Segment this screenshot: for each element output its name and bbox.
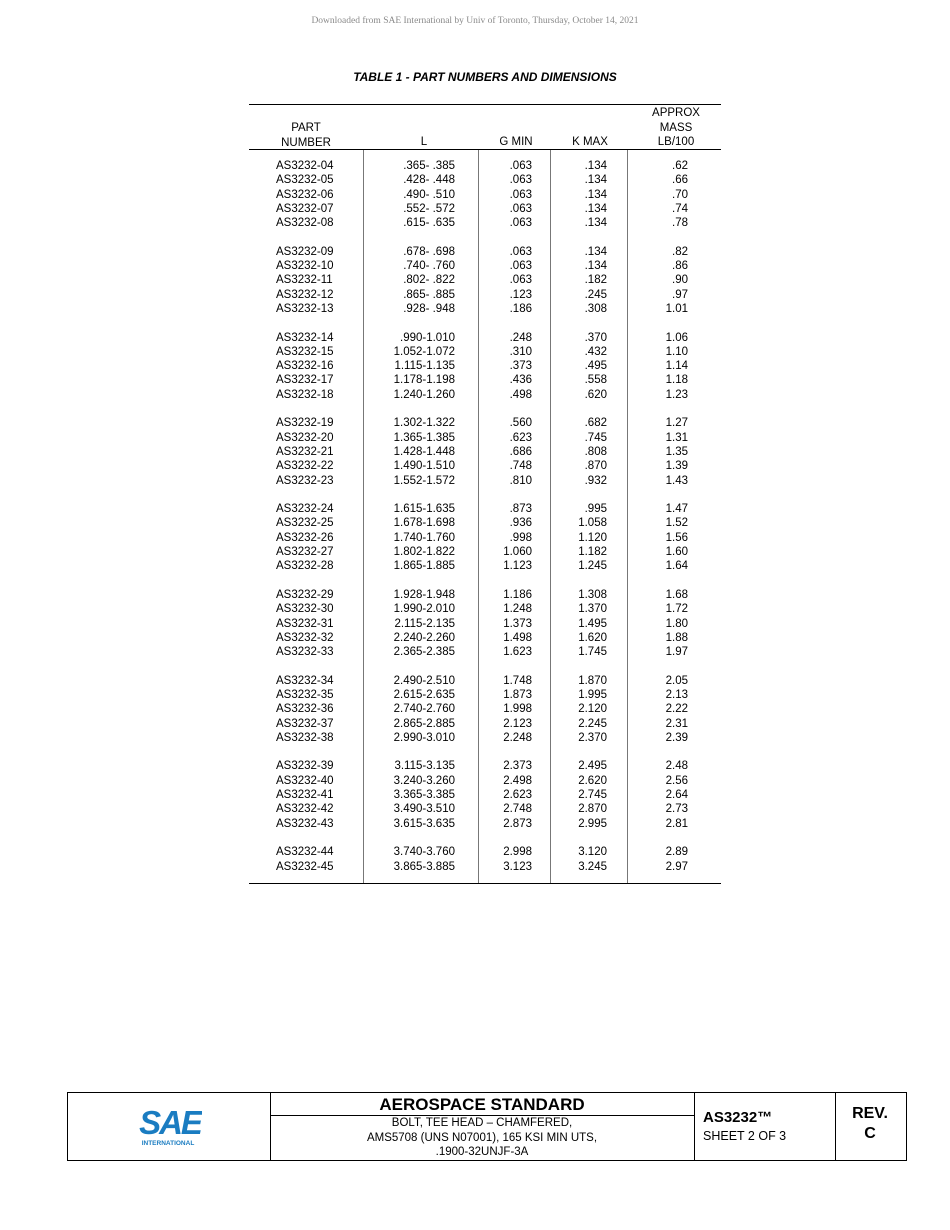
table-row [249, 259, 721, 273]
mass-cell: .90 [672, 274, 688, 287]
k-max-cell: 2.245 [578, 717, 607, 730]
k-max-cell: .620 [584, 388, 607, 401]
mass-cell: 1.23 [665, 388, 688, 401]
mass-cell: 2.39 [665, 731, 688, 744]
mass-cell: 2.64 [665, 789, 688, 802]
part-number-cell: AS3232-38 [276, 731, 334, 744]
table-row [249, 845, 721, 859]
k-max-cell: 1.620 [578, 631, 607, 644]
k-max-cell: .495 [584, 360, 607, 373]
g-min-cell: 1.623 [503, 646, 532, 659]
description-line: AMS5708 (UNS N07001), 165 KSI MIN UTS, [366, 1131, 598, 1144]
k-max-cell: 3.120 [578, 846, 607, 859]
mass-cell: 1.35 [665, 445, 688, 458]
table-row [249, 345, 721, 359]
length-cell: 1.802-1.822 [393, 546, 455, 559]
table-row [249, 631, 721, 645]
k-max-cell: 1.370 [578, 603, 607, 616]
table-row [249, 388, 721, 402]
table-row [249, 302, 721, 316]
g-min-cell: .748 [509, 460, 532, 473]
header-g-min: G MIN [499, 136, 533, 148]
length-cell: .365- .385 [403, 160, 455, 172]
length-cell: .678- .698 [403, 245, 455, 258]
table-row [249, 788, 721, 802]
table-row [249, 545, 721, 559]
g-min-cell: .936 [509, 517, 532, 530]
mass-cell: 2.89 [665, 846, 688, 859]
part-number-cell: AS3232-09 [276, 245, 334, 258]
k-max-cell: .134 [584, 260, 607, 273]
k-max-cell: 1.870 [578, 674, 607, 687]
k-max-cell: 3.245 [578, 860, 607, 873]
k-max-cell: .682 [584, 417, 607, 430]
table-row [249, 688, 721, 702]
g-min-cell: 1.373 [503, 617, 532, 630]
mass-cell: 2.22 [665, 703, 688, 716]
mass-cell: 1.64 [665, 560, 688, 573]
g-min-cell: .063 [509, 160, 532, 172]
length-cell: 2.365-2.385 [393, 646, 455, 659]
table-row [249, 702, 721, 716]
length-cell: 3.115-3.135 [394, 760, 455, 773]
table-row [249, 802, 721, 816]
g-min-cell: .063 [509, 202, 532, 215]
mass-cell: 2.56 [665, 774, 688, 787]
standard-description [270, 1116, 694, 1160]
part-number-cell: AS3232-12 [276, 288, 334, 301]
mass-cell: 1.47 [665, 503, 688, 516]
k-max-cell: 1.745 [578, 646, 607, 659]
mass-cell: 2.31 [665, 717, 688, 730]
k-max-cell: 2.995 [578, 817, 607, 830]
part-number-cell: AS3232-43 [276, 817, 334, 830]
mass-cell: 1.52 [665, 517, 688, 530]
k-max-cell: .134 [584, 217, 607, 230]
table-row [249, 602, 721, 616]
length-cell: 1.115-1.135 [394, 360, 455, 373]
table-row [249, 159, 721, 173]
length-cell: .990-1.010 [400, 331, 455, 344]
k-max-cell: 1.245 [578, 560, 607, 573]
k-max-cell: .932 [584, 474, 607, 487]
part-numbers-table [249, 104, 721, 884]
length-cell: .615- .635 [403, 217, 455, 230]
part-number-cell: AS3232-04 [276, 160, 334, 172]
k-max-cell: .808 [584, 445, 607, 458]
table-row [249, 559, 721, 573]
title-block [67, 1092, 907, 1161]
length-cell: 1.240-1.260 [393, 388, 455, 401]
length-cell: 1.865-1.885 [393, 560, 455, 573]
table-row [249, 516, 721, 530]
mass-cell: 1.43 [665, 474, 688, 487]
length-cell: 1.678-1.698 [393, 517, 455, 530]
g-min-cell: 2.873 [503, 817, 532, 830]
length-cell: .740- .760 [403, 260, 455, 273]
group-spacer [249, 402, 721, 416]
table-row [249, 431, 721, 445]
group-spacer [249, 230, 721, 244]
header-rule [249, 149, 721, 150]
length-cell: 1.552-1.572 [393, 474, 455, 487]
g-min-cell: .436 [509, 374, 532, 387]
k-max-cell: .370 [584, 331, 607, 344]
table-row [249, 202, 721, 216]
length-cell: 1.052-1.072 [393, 345, 455, 358]
length-cell: .490- .510 [403, 188, 455, 201]
k-max-cell: .134 [584, 174, 607, 187]
table-row [249, 731, 721, 745]
table-row [249, 717, 721, 731]
group-spacer [249, 831, 721, 845]
g-min-cell: 1.748 [503, 674, 532, 687]
length-cell: .552- .572 [403, 202, 455, 215]
header-part-number: PART NUMBER [281, 122, 331, 149]
table-row [249, 359, 721, 373]
part-number-cell: AS3232-10 [276, 260, 334, 273]
length-cell: 2.240-2.260 [393, 631, 455, 644]
mass-cell: 1.10 [665, 345, 688, 358]
k-max-cell: .745 [584, 431, 607, 444]
mass-cell: .97 [672, 288, 688, 301]
g-min-cell: .686 [509, 445, 532, 458]
g-min-cell: 1.248 [503, 603, 532, 616]
length-cell: 1.302-1.322 [393, 417, 455, 430]
k-max-cell: .134 [584, 188, 607, 201]
g-min-cell: 3.123 [503, 860, 532, 873]
mass-cell: 1.56 [665, 531, 688, 544]
k-max-cell: .432 [584, 345, 607, 358]
g-min-cell: .123 [509, 288, 532, 301]
mass-cell: 1.60 [665, 546, 688, 559]
length-cell: 2.740-2.760 [393, 703, 455, 716]
part-number-cell: AS3232-33 [276, 646, 334, 659]
length-cell: .428- .448 [403, 174, 455, 187]
table-row [249, 617, 721, 631]
length-cell: 3.615-3.635 [393, 817, 455, 830]
k-max-cell: 2.370 [578, 731, 607, 744]
length-cell: 1.615-1.635 [393, 503, 455, 516]
table-row [249, 173, 721, 187]
length-cell: .865- .885 [403, 288, 455, 301]
part-number-cell: AS3232-26 [276, 531, 334, 544]
length-cell: 3.740-3.760 [393, 846, 455, 859]
length-cell: 1.428-1.448 [393, 445, 455, 458]
g-min-cell: .560 [509, 417, 532, 430]
table-row [249, 273, 721, 287]
part-number-cell: AS3232-31 [276, 617, 334, 630]
k-max-cell: 2.495 [578, 760, 607, 773]
part-number-cell: AS3232-08 [276, 217, 334, 230]
table-title: TABLE 1 - PART NUMBERS AND DIMENSIONS [353, 70, 617, 84]
g-min-cell: 2.498 [503, 774, 532, 787]
part-number-cell: AS3232-39 [276, 760, 334, 773]
mass-cell: 1.27 [665, 417, 688, 430]
group-spacer [249, 745, 721, 759]
sheet-number: SHEET 2 OF 3 [703, 1129, 787, 1143]
mass-cell: .74 [672, 202, 688, 215]
mass-cell: 1.39 [665, 460, 688, 473]
table-row [249, 817, 721, 831]
mass-cell: 2.81 [665, 817, 688, 830]
part-number-cell: AS3232-30 [276, 603, 334, 616]
part-number-cell: AS3232-11 [276, 274, 333, 287]
revision-label: REV. [852, 1105, 888, 1122]
part-number-cell: AS3232-36 [276, 703, 334, 716]
svg-text:INTERNATIONAL: INTERNATIONAL [141, 1140, 195, 1147]
g-min-cell: .998 [509, 531, 532, 544]
mass-cell: .70 [672, 188, 688, 201]
svg-text:SAE: SAE [139, 1105, 201, 1141]
k-max-cell: .870 [584, 460, 607, 473]
mass-cell: 2.97 [665, 860, 688, 873]
sae-logo-icon [138, 1105, 202, 1149]
table-body [249, 159, 721, 874]
part-number-cell: AS3232-35 [276, 688, 334, 701]
table-row [249, 216, 721, 230]
mass-cell: 1.31 [665, 431, 688, 444]
g-min-cell: .063 [509, 274, 532, 287]
g-min-cell: .810 [509, 474, 532, 487]
g-min-cell: .063 [509, 217, 532, 230]
table-row [249, 416, 721, 430]
part-number-cell: AS3232-34 [276, 674, 334, 687]
length-cell: .802- .822 [403, 274, 455, 287]
g-min-cell: .063 [509, 245, 532, 258]
g-min-cell: .873 [509, 503, 532, 516]
length-cell: 1.740-1.760 [393, 531, 455, 544]
length-cell: 3.240-3.260 [393, 774, 455, 787]
mass-cell: .66 [672, 174, 688, 187]
length-cell: 1.178-1.198 [393, 374, 455, 387]
k-max-cell: .558 [584, 374, 607, 387]
part-number-cell: AS3232-07 [276, 202, 334, 215]
description-line: .1900-32UNJF-3A [435, 1146, 529, 1158]
mass-cell: 2.05 [665, 674, 688, 687]
part-number-cell: AS3232-24 [276, 503, 334, 516]
part-number-cell: AS3232-05 [276, 174, 334, 187]
standard-title: AEROSPACE STANDARD [270, 1093, 694, 1116]
table-row [249, 373, 721, 387]
g-min-cell: 1.873 [503, 688, 532, 701]
mass-cell: 1.06 [665, 331, 688, 344]
part-number-cell: AS3232-19 [276, 417, 334, 430]
length-cell: 1.365-1.385 [393, 431, 455, 444]
mass-cell: 1.68 [665, 588, 688, 601]
mass-cell: 1.14 [665, 360, 688, 373]
length-cell: 2.990-3.010 [393, 731, 455, 744]
g-min-cell: 2.123 [503, 717, 532, 730]
part-number-cell: AS3232-17 [276, 374, 334, 387]
k-max-cell: 2.870 [578, 803, 607, 816]
table-row [249, 288, 721, 302]
mass-cell: .82 [672, 245, 688, 258]
mass-cell: 2.73 [665, 803, 688, 816]
table-row [249, 588, 721, 602]
g-min-cell: 1.060 [503, 546, 532, 559]
length-cell: 1.490-1.510 [393, 460, 455, 473]
table-row [249, 245, 721, 259]
document-number: AS3232™ [703, 1109, 773, 1126]
g-min-cell: .063 [509, 188, 532, 201]
mass-cell: .86 [672, 260, 688, 273]
table-row [249, 759, 721, 773]
table-row [249, 502, 721, 516]
part-number-cell: AS3232-21 [276, 445, 334, 458]
k-max-cell: 1.058 [578, 517, 607, 530]
length-cell: 3.865-3.885 [393, 860, 455, 873]
g-min-cell: .063 [509, 174, 532, 187]
part-number-cell: AS3232-40 [276, 774, 334, 787]
g-min-cell: 2.373 [503, 760, 532, 773]
length-cell: 3.365-3.385 [393, 789, 455, 802]
length-cell: 2.115-2.135 [394, 617, 455, 630]
part-number-cell: AS3232-23 [276, 474, 334, 487]
part-number-cell: AS3232-16 [276, 360, 334, 373]
length-cell: 2.865-2.885 [393, 717, 455, 730]
length-cell: 1.928-1.948 [393, 588, 455, 601]
part-number-cell: AS3232-44 [276, 846, 334, 859]
k-max-cell: .134 [584, 160, 607, 172]
table-row [249, 445, 721, 459]
k-max-cell: 1.182 [578, 546, 607, 559]
g-min-cell: 2.998 [503, 846, 532, 859]
mass-cell: 2.13 [665, 688, 688, 701]
mass-cell: 1.72 [665, 603, 688, 616]
g-min-cell: 1.498 [503, 631, 532, 644]
part-number-cell: AS3232-37 [276, 717, 334, 730]
sae-logo [138, 1105, 202, 1149]
part-number-cell: AS3232-20 [276, 431, 334, 444]
table-row [249, 188, 721, 202]
k-max-cell: 2.120 [578, 703, 607, 716]
title-block-divider [694, 1093, 695, 1160]
part-number-cell: AS3232-45 [276, 860, 334, 873]
k-max-cell: .308 [584, 302, 607, 315]
length-cell: 2.615-2.635 [393, 688, 455, 701]
part-number-cell: AS3232-32 [276, 631, 334, 644]
table-row [249, 860, 721, 874]
k-max-cell: 1.308 [578, 588, 607, 601]
k-max-cell: 2.745 [578, 789, 607, 802]
g-min-cell: 1.123 [503, 560, 532, 573]
table-row [249, 459, 721, 473]
table-row [249, 531, 721, 545]
mass-cell: 1.01 [665, 302, 688, 315]
group-spacer [249, 488, 721, 502]
part-number-cell: AS3232-22 [276, 460, 334, 473]
k-max-cell: .182 [584, 274, 607, 287]
g-min-cell: 2.248 [503, 731, 532, 744]
k-max-cell: 1.495 [578, 617, 607, 630]
part-number-cell: AS3232-28 [276, 560, 334, 573]
g-min-cell: .310 [509, 345, 532, 358]
part-number-cell: AS3232-18 [276, 388, 334, 401]
g-min-cell: .063 [509, 260, 532, 273]
table-row [249, 674, 721, 688]
length-cell: 3.490-3.510 [393, 803, 455, 816]
mass-cell: 1.80 [665, 617, 688, 630]
g-min-cell: 2.748 [503, 803, 532, 816]
length-cell: 1.990-2.010 [393, 603, 455, 616]
g-min-cell: 1.998 [503, 703, 532, 716]
length-cell: .928- .948 [403, 302, 455, 315]
header-l: L [420, 136, 428, 148]
part-number-cell: AS3232-06 [276, 188, 334, 201]
g-min-cell: .373 [509, 360, 532, 373]
part-number-cell: AS3232-14 [276, 331, 334, 344]
part-number-cell: AS3232-27 [276, 546, 334, 559]
download-note: Downloaded from SAE International by Univ of Toronto, Thursday, October 14, 2021 [311, 16, 639, 26]
k-max-cell: .245 [584, 288, 607, 301]
mass-cell: .78 [672, 217, 688, 230]
group-spacer [249, 574, 721, 588]
mass-cell: 2.48 [665, 760, 688, 773]
part-number-cell: AS3232-42 [276, 803, 334, 816]
k-max-cell: 1.995 [578, 688, 607, 701]
group-spacer [249, 659, 721, 673]
part-number-cell: AS3232-29 [276, 588, 334, 601]
table-row [249, 474, 721, 488]
g-min-cell: 2.623 [503, 789, 532, 802]
k-max-cell: .134 [584, 202, 607, 215]
table-row [249, 774, 721, 788]
mass-cell: 1.18 [665, 374, 688, 387]
g-min-cell: .248 [509, 331, 532, 344]
table-row [249, 645, 721, 659]
group-spacer [249, 316, 721, 330]
mass-cell: .62 [672, 160, 688, 172]
mass-cell: 1.97 [665, 646, 688, 659]
length-cell: 2.490-2.510 [393, 674, 455, 687]
header-approx-mass: APPROX MASS LB/100 [652, 107, 700, 148]
description-line: BOLT, TEE HEAD – CHAMFERED, [391, 1117, 573, 1129]
g-min-cell: .186 [509, 302, 532, 315]
g-min-cell: .623 [509, 431, 532, 444]
k-max-cell: .134 [584, 245, 607, 258]
revision-value: C [864, 1125, 876, 1142]
part-number-cell: AS3232-41 [276, 789, 334, 802]
part-number-cell: AS3232-15 [276, 345, 334, 358]
mass-cell: 1.88 [665, 631, 688, 644]
part-number-cell: AS3232-13 [276, 302, 334, 315]
part-number-cell: AS3232-25 [276, 517, 334, 530]
header-k-max: K MAX [572, 136, 608, 148]
g-min-cell: 1.186 [503, 588, 532, 601]
k-max-cell: .995 [584, 503, 607, 516]
k-max-cell: 2.620 [578, 774, 607, 787]
table-row [249, 331, 721, 345]
k-max-cell: 1.120 [578, 531, 607, 544]
g-min-cell: .498 [509, 388, 532, 401]
